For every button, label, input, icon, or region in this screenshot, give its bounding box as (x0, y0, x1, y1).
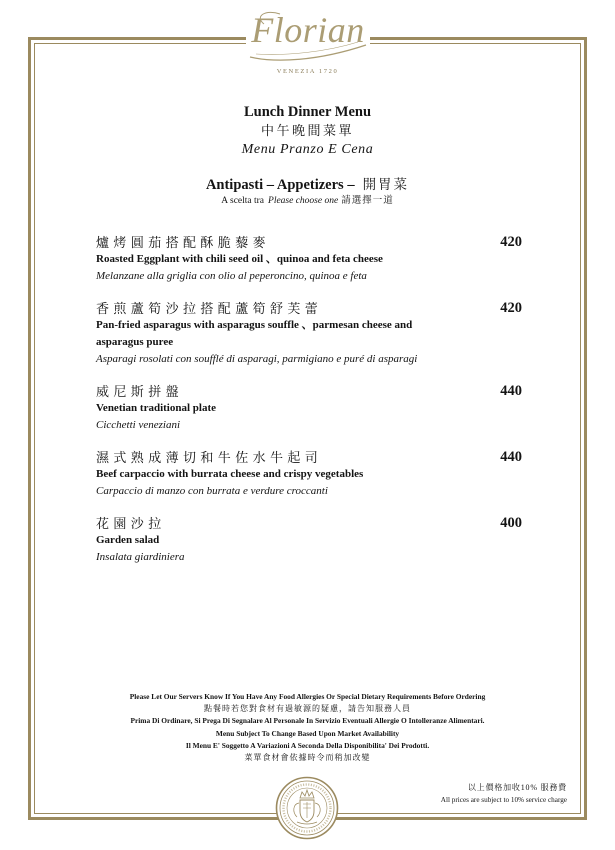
service-charge-zh: 以上價格加收10% 服務費 (467, 783, 567, 792)
section-title (0, 176, 615, 194)
menu-title: Lunch Dinner Menu (243, 104, 372, 120)
item-name-it: Carpaccio di manzo con burrata e verdure croccanti (96, 485, 328, 497)
note-line: Prima Di Ordinare, Si Prega Di Segnalare Al Personale In Servizio Eventuali Allergie O Intolleranze Alimentari. (130, 716, 485, 726)
item-price: 420 (500, 300, 522, 316)
brand-name: Florian (251, 10, 365, 50)
item-name-en: Venetian traditional plate (96, 402, 216, 414)
item-name-zh: 花園沙拉 (96, 516, 166, 531)
choice-note-en: Please choose one (268, 196, 339, 206)
item-name-it: Melanzane alla griglia con olio al peperoncino, quinoa e feta (96, 270, 367, 282)
item-price: 440 (500, 383, 522, 399)
item-name-it: Insalata giardiniera (96, 551, 185, 563)
item-name-zh: 威尼斯拼盤 (96, 384, 184, 399)
choice-note-it: A scelta tra (221, 196, 265, 206)
item-price: 400 (500, 515, 522, 531)
menu-title-zh: 中午晚間菜單 (260, 123, 354, 138)
service-charge-note (441, 782, 567, 806)
item-name-it: Cicchetti veneziani (96, 419, 180, 431)
item-name-it: Asparagi rosolati con soufflé di asparagi, parmigiano e puré di asparagi (96, 353, 418, 365)
menu-item (96, 383, 522, 434)
service-charge-en: All prices are subject to 10% service charge (440, 796, 567, 804)
brand-logo (246, 4, 370, 64)
section-heading (0, 176, 615, 208)
item-name-en: Garden salad (96, 534, 160, 546)
item-name-zh: 濕式熟成薄切和牛佐水牛起司 (96, 450, 323, 465)
menu-header (0, 103, 615, 159)
item-name-en: Roasted Eggplant with chili seed oil 、quinoa and feta cheese (96, 253, 383, 265)
menu-title-it: Menu Pranzo E Cena (241, 142, 374, 157)
menu-item (96, 449, 522, 500)
note-line: 菜單食材會依據時令而稍加改變 (244, 753, 371, 763)
item-name-en: Pan-fried asparagus with asparagus souffle 、parmesan cheese and asparagus puree (96, 319, 413, 348)
item-name-zh: 香煎蘆筍沙拉搭配蘆筍舒芙蕾 (96, 301, 323, 316)
note-line: Menu Subject To Change Based Upon Market Availability (215, 728, 400, 738)
menu-item-list (96, 234, 522, 581)
note-line: Il Menu E' Soggetto A Variazioni A Seconda Della Disponibilita' Dei Prodotti. (185, 740, 430, 750)
note-line: 點餐時若您對食材有過敏源的疑慮，請告知服務人員 (204, 704, 411, 714)
brand-tagline: VENEZIA 1720 (276, 68, 339, 75)
section-choice-note (0, 194, 615, 208)
note-line: Please Let Our Servers Know If You Have Any Food Allergies Or Special Dietary Requirements Before Ordering (129, 692, 486, 701)
allergy-notes (0, 691, 615, 764)
menu-item (96, 515, 522, 566)
menu-item (96, 300, 522, 368)
crest-emblem-icon (275, 776, 339, 840)
section-title-en: Antipasti – Appetizers – (205, 177, 355, 193)
item-name-zh: 爐烤圓茄搭配酥脆藜麥 (96, 235, 271, 250)
choice-note-zh: 請選擇一道 (341, 196, 394, 206)
section-title-zh: 開胃菜 (362, 177, 410, 192)
menu-item (96, 234, 522, 285)
item-price: 420 (500, 234, 522, 250)
item-name-en: Beef carpaccio with burrata cheese and crispy vegetables (96, 468, 364, 480)
item-price: 440 (500, 449, 522, 465)
